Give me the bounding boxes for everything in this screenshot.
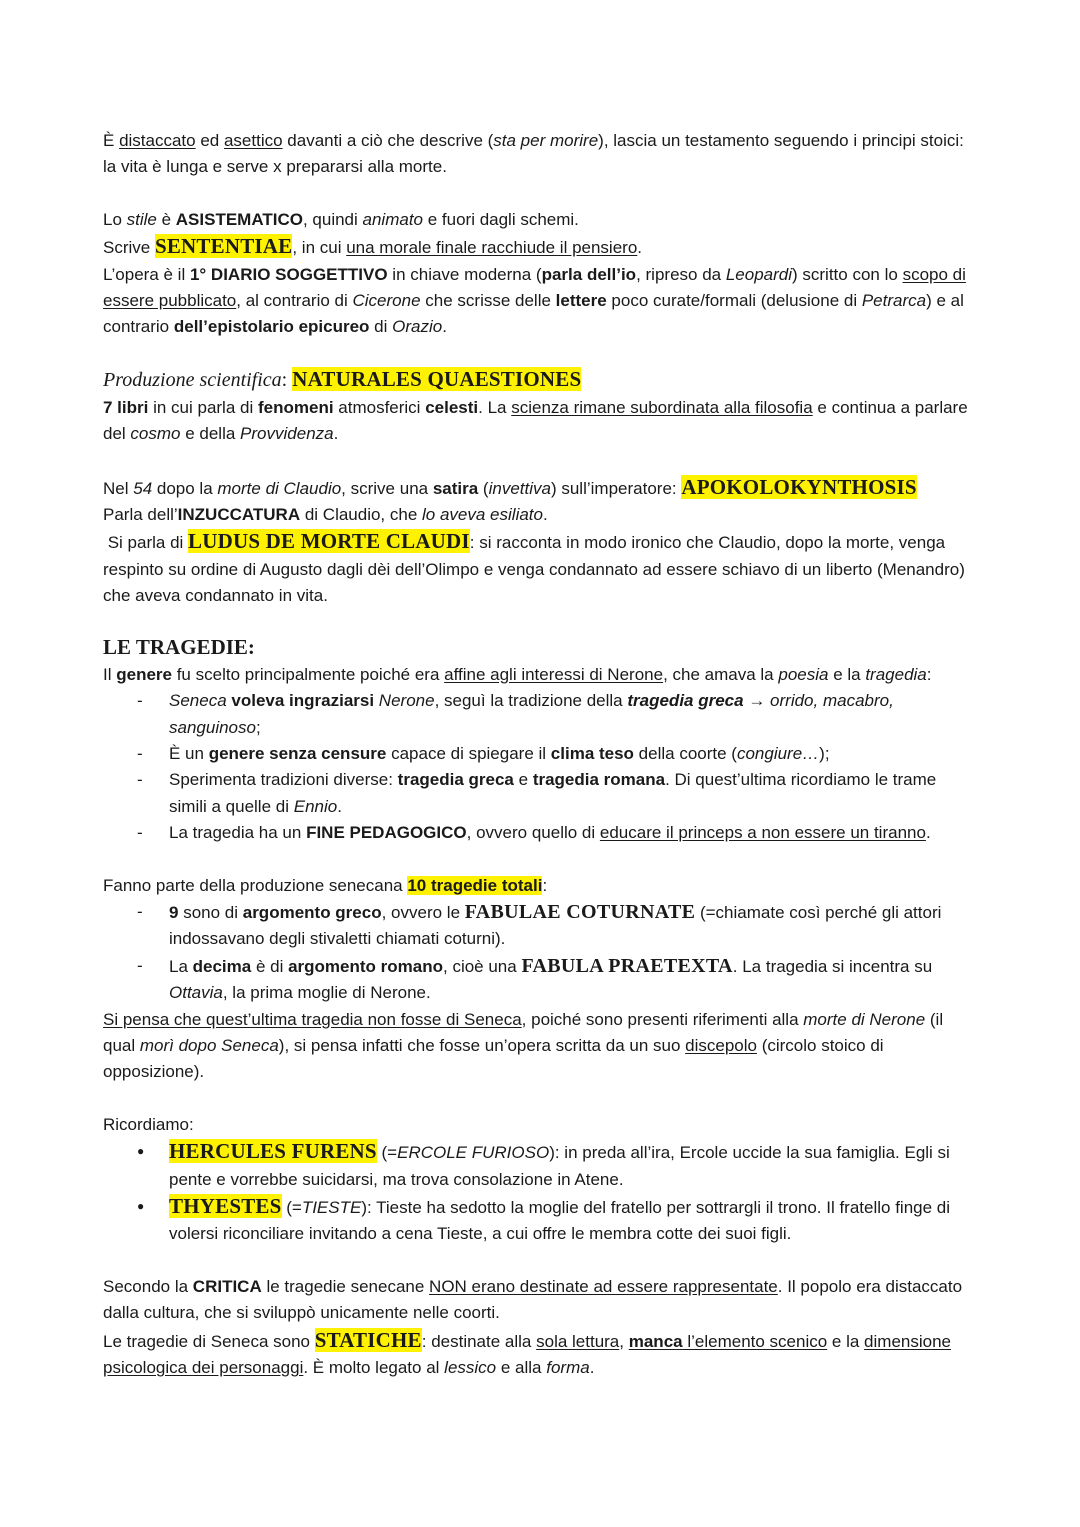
list-item	[103, 767, 978, 820]
text: fu scelto principalmente poiché era	[171, 664, 445, 684]
text: in cui parla di	[148, 397, 258, 417]
italic-text: Ottavia	[169, 983, 223, 1003]
text: della coorte (	[633, 743, 737, 763]
text: ;	[255, 717, 261, 737]
list-item	[103, 899, 978, 953]
text: .	[337, 796, 342, 816]
text: );	[819, 743, 830, 763]
text: , cioè una	[443, 956, 522, 976]
bold-text: satira	[432, 478, 479, 498]
italic-text: morte di Claudio	[217, 478, 342, 498]
text: .	[925, 823, 931, 843]
italic-text: orrido, macabro, sanguinoso	[169, 691, 894, 737]
paragraph-ludus	[103, 528, 978, 609]
bold-text: ASISTEMATICO	[175, 209, 303, 229]
heading-colon: :	[281, 368, 293, 391]
text: , ovvero le	[381, 902, 465, 922]
italic-text: stile	[126, 209, 157, 229]
text: , quindi	[302, 209, 363, 229]
bold-text: FINE PEDAGOGICO	[306, 823, 467, 843]
underlined-text: una morale finale racchiude il pensiero	[346, 238, 638, 258]
text: e alla	[496, 1358, 547, 1378]
italic-text: animato	[362, 209, 423, 229]
paragraph-intro	[103, 128, 978, 181]
highlighted-term: THYESTES	[169, 1194, 282, 1218]
text: Le tragedie di Seneca sono	[103, 1331, 315, 1351]
text: e fuori dagli schemi.	[423, 209, 579, 229]
text: ed	[195, 131, 224, 150]
text: . Il popolo era distaccato dalla cultura, che si sviluppò unicamente nelle coorti.	[103, 1276, 963, 1323]
heading-le-tragedie: LE TRAGEDIE:	[103, 634, 255, 659]
bold-text: dell’epistolario epicureo	[173, 317, 370, 337]
text: davanti a ciò che descrive (	[282, 131, 494, 150]
bold-text: 9	[169, 902, 179, 922]
document-page	[103, 128, 978, 1381]
text: Scrive	[103, 238, 155, 258]
bold-text: argomento greco	[242, 902, 382, 922]
text: .	[333, 424, 339, 444]
highlighted-term: STATICHE	[314, 1327, 422, 1352]
paragraph-ricordiamo: Ricordiamo:	[103, 1114, 194, 1134]
text: , in cui	[292, 238, 347, 258]
bold-text: fenomeni	[257, 397, 334, 417]
text: (=	[281, 1198, 302, 1217]
italic-text: sta per morire	[493, 131, 599, 150]
text: ) e al contrario	[103, 291, 964, 337]
text: in chiave moderna (	[387, 264, 542, 284]
paragraph-critica	[103, 1274, 978, 1327]
underlined-text: discepolo	[685, 1035, 757, 1055]
text: . È molto legato al	[303, 1358, 445, 1378]
text: sono di	[178, 902, 243, 922]
italic-text: lessico	[444, 1358, 497, 1378]
text: ): Tieste ha sedotto la moglie del fratello per sottrargli il trono. Il fratello finge di volersi riconciliare invitando a cena Tieste, a cui offre le membra cotte dei suoi figli.	[169, 1198, 951, 1244]
bold-text: CRITICA	[192, 1276, 262, 1296]
highlighted-term: APOKOLOKYNTHOSIS	[681, 474, 917, 499]
arrow-right-icon: →	[748, 691, 766, 711]
list-genere	[103, 688, 978, 846]
bold-text: voleva ingraziarsi	[226, 691, 375, 711]
text: ), si pensa infatti che fosse un’opera scritta da un suo	[278, 1035, 686, 1055]
bold-text: 7 libri	[103, 397, 149, 417]
bold-text: genere senza censure	[208, 743, 387, 763]
italic-text: invettiva	[488, 478, 551, 498]
text: Lo	[103, 209, 127, 229]
text: dopo la	[152, 478, 218, 498]
underlined-text: dimensione psicologica dei personaggi	[103, 1331, 951, 1378]
text: :	[926, 664, 932, 684]
text: atmosferici	[333, 397, 426, 417]
paragraph-10-tragedie	[103, 873, 978, 899]
paragraph-statiche	[103, 1327, 978, 1382]
list-item	[103, 741, 978, 767]
text: : destinate alla	[421, 1331, 537, 1351]
text: È un	[169, 743, 209, 763]
text: (	[478, 478, 489, 498]
text: (il qual	[103, 1009, 944, 1055]
text: . La	[478, 397, 512, 417]
text: , che amava la	[663, 664, 779, 684]
bold-italic-text: tragedia greca	[627, 691, 744, 711]
text: Il	[103, 664, 117, 684]
text: Fanno parte della produzione senecana	[103, 875, 408, 895]
text: ,	[619, 1331, 629, 1351]
text: : si racconta in modo ironico che Claudio, dopo la morte, venga respinto su ordine di Augusto dagli dèi dell’Olimpo e venga condannato ad essere schiavo di un liberto (Menandro) che aveva condannato in vita.	[103, 533, 965, 606]
serif-term: FABULA PRAETEXTA	[521, 954, 733, 977]
heading-label: Produzione scientifica	[103, 368, 282, 391]
heading-produzione-scientifica	[103, 365, 978, 395]
text: le tragedie senecane	[261, 1276, 430, 1296]
bold-text: parla dell’io	[541, 264, 637, 284]
list-item	[103, 1193, 978, 1248]
underlined-text: scienza rimane subordinata alla filosofia	[511, 397, 813, 417]
underlined-text: Si pensa che quest’ultima tragedia non fosse di Seneca	[103, 1009, 522, 1029]
highlighted-term: SENTENTIAE	[154, 234, 293, 259]
italic-text: Cicerone	[352, 291, 421, 311]
text: , seguì la tradizione della	[434, 691, 628, 711]
underlined-text: asettico	[223, 131, 283, 150]
list-item	[103, 953, 978, 1007]
highlighted-term: 10 tragedie totali	[407, 875, 543, 895]
italic-text: poesia	[778, 664, 829, 684]
paragraph-ottavia	[103, 1007, 978, 1086]
text: Secondo la	[103, 1276, 193, 1296]
text: La	[169, 956, 193, 976]
underlined-text: NON erano destinate ad essere rappresentate	[429, 1276, 778, 1296]
italic-text: lo aveva esiliato	[422, 505, 543, 525]
text: capace di spiegare il	[386, 743, 551, 763]
bold-text: INZUCCATURA	[177, 505, 301, 525]
text: L’opera è il	[103, 264, 190, 284]
text: È	[103, 131, 120, 150]
text: ): in preda all’ira, Ercole uccide la sua famiglia. Egli si pente e vorrebbe suicidarsi, ma trova consolazione in Atene.	[169, 1143, 950, 1189]
bold-text: lettere	[555, 291, 607, 311]
italic-text: cosmo	[130, 424, 181, 444]
italic-text: ERCOLE FURIOSO	[397, 1143, 550, 1163]
bold-text: tragedia romana	[532, 770, 666, 790]
text: ) sull’imperatore:	[550, 478, 682, 498]
bold-text: argomento romano	[288, 956, 443, 976]
text: Parla dell’	[103, 505, 178, 525]
bold-underlined-text: manca	[628, 1331, 683, 1351]
paragraph-inzuccatura	[103, 502, 978, 528]
text: (circolo stoico di opposizione).	[103, 1035, 884, 1082]
underlined-text: affine agli interessi di Nerone	[444, 664, 664, 684]
text: e la	[827, 1331, 865, 1351]
italic-text: forma	[546, 1358, 590, 1378]
text: Sperimenta tradizioni diverse:	[169, 770, 398, 790]
text: Si parla di	[103, 533, 189, 553]
text: e	[513, 770, 533, 790]
serif-term: FABULAE COTURNATE	[464, 900, 696, 923]
paragraph-style	[103, 207, 978, 233]
text: . Di quest’ultima ricordiamo le trame simili a quelle di	[169, 770, 937, 816]
text: .	[442, 317, 447, 337]
italic-text: tragedia	[865, 664, 927, 684]
text: di Claudio, che	[300, 505, 423, 525]
paragraph-apokolokynthosis	[103, 474, 978, 502]
text: è di	[251, 956, 289, 976]
highlighted-term: NATURALES QUAESTIONES	[292, 366, 582, 391]
italic-text: TIESTE	[301, 1198, 362, 1217]
underlined-text: distaccato	[119, 131, 196, 150]
italic-text: Seneca	[169, 691, 227, 711]
text: .	[542, 505, 548, 525]
text: , la prima moglie di Nerone.	[222, 983, 431, 1003]
text: :	[542, 875, 548, 895]
list-item	[103, 688, 978, 741]
text: è	[156, 209, 176, 229]
italic-text: Orazio	[392, 317, 443, 337]
paragraph-diario	[103, 262, 978, 341]
text: , poiché sono presenti riferimenti alla	[521, 1009, 804, 1029]
italic-text: morì dopo Seneca	[139, 1035, 279, 1055]
list-ricordiamo	[103, 1138, 978, 1248]
highlighted-term: LUDUS DE MORTE CLAUDI	[188, 529, 470, 554]
text: e la	[828, 664, 866, 684]
list-item	[103, 820, 978, 846]
text: ) scritto con lo	[792, 264, 903, 284]
paragraph-naturales	[103, 395, 978, 448]
text: , al contrario di	[236, 291, 353, 311]
underlined-text: educare il princeps a non essere un tiranno	[599, 823, 926, 843]
italic-text: Ennio	[293, 796, 338, 816]
bold-text: genere	[116, 664, 172, 684]
text: , ripreso da	[636, 264, 726, 284]
italic-text: Petrarca	[861, 291, 927, 311]
text: Nel	[103, 478, 134, 498]
text: , ovvero quello di	[466, 823, 600, 843]
text: poco curate/formali (delusione di	[606, 291, 862, 311]
text: .	[637, 238, 643, 258]
text: (=chiamate così perché gli attori indossavano degli stivaletti chiamati coturni).	[169, 902, 942, 949]
text: e continua a parlare del	[103, 397, 968, 444]
bold-text: clima teso	[550, 743, 634, 763]
text: .	[589, 1358, 595, 1378]
paragraph-sententiae	[103, 233, 978, 261]
paragraph-genere	[103, 662, 978, 688]
text: La tragedia ha un	[169, 823, 307, 843]
italic-text: Leopardi	[725, 264, 793, 284]
italic-text: Provvidenza	[240, 424, 334, 444]
text: (=	[376, 1143, 398, 1163]
list-item	[103, 1138, 978, 1193]
text: ), lascia un testamento seguendo i principi stoici: la vita è lunga e serve x prepararsi alla morte.	[103, 131, 964, 177]
text: di	[369, 317, 393, 337]
bold-text: tragedia greca	[397, 770, 514, 790]
text: , scrive una	[341, 478, 433, 498]
bold-text: 1° DIARIO SOGGETTIVO	[189, 264, 388, 284]
underlined-text: scopo di essere pubblicato	[103, 264, 966, 311]
bold-text: celesti	[425, 397, 479, 417]
text: che scrisse delle	[420, 291, 556, 311]
text: . La tragedia si incentra su	[732, 956, 933, 976]
underlined-text: sola lettura	[536, 1331, 620, 1351]
italic-text: morte di Nerone	[803, 1009, 926, 1029]
highlighted-term: HERCULES FURENS	[169, 1139, 377, 1164]
bold-text: decima	[192, 956, 252, 976]
italic-text: Nerone	[374, 691, 435, 711]
underlined-text: l’elemento scenico	[682, 1331, 828, 1351]
italic-text: congiure…	[736, 743, 820, 763]
text: e della	[180, 424, 241, 444]
list-tragedie	[103, 899, 978, 1007]
italic-text: 54	[133, 478, 153, 498]
